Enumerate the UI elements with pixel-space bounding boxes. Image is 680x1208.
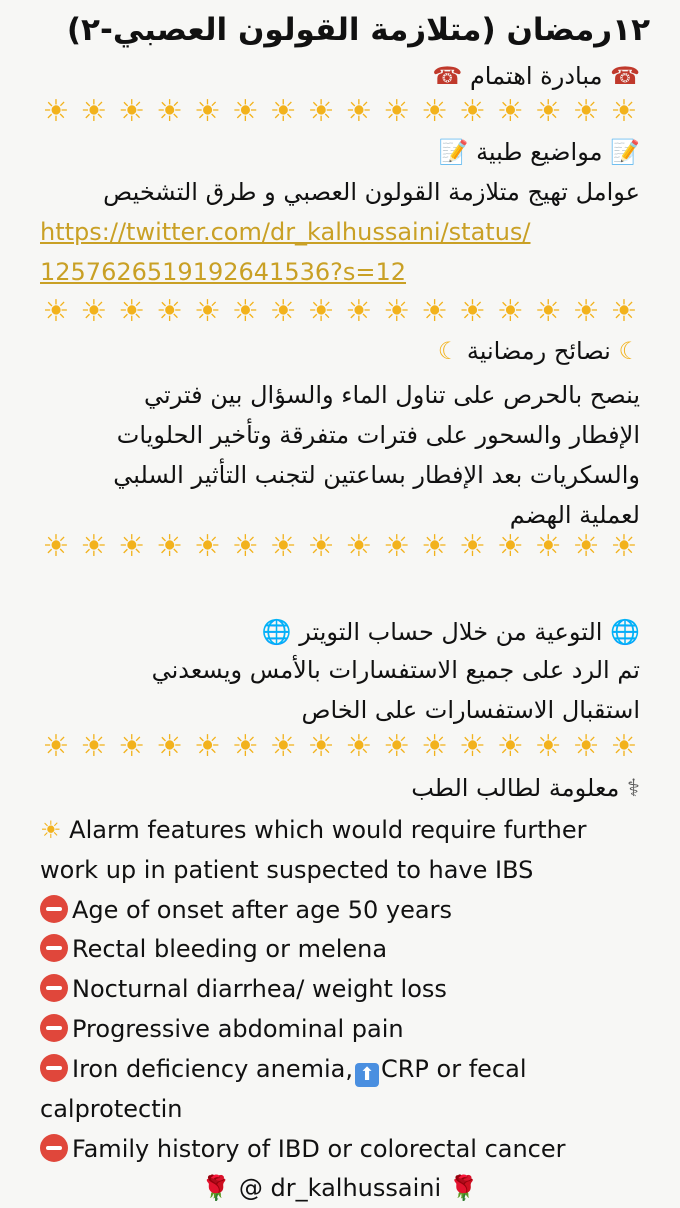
sun-divider [40,293,640,331]
sun-icon: ☀ [459,294,486,329]
sun-icon: ☀ [572,729,600,764]
sun-icon: ☀ [80,729,108,764]
sun-icon: ☀ [421,94,449,129]
memo-icon: 📝 [438,138,469,166]
ramadan-tips-heading [40,331,640,371]
sun-icon: ☀ [610,94,638,129]
rose-icon: 🌹 [448,1174,479,1202]
medical-topics-heading [40,132,640,172]
sun-icon: ☀ [193,294,221,329]
sun-icon: ☀ [610,294,638,329]
sun-icon: ☀ [118,529,146,564]
sun-icon: ☀ [421,729,449,764]
crescent-moon-icon: ☾ [618,337,640,365]
no-entry-icon [40,1134,68,1162]
alarm-item-text: Nocturnal diarrhea/ weight loss [72,975,447,1003]
globe-icon: 🌐 [261,618,292,646]
no-entry-icon [40,1054,68,1082]
crescent-moon-icon: ☾ [437,337,460,365]
sun-icon: ☀ [80,529,108,564]
sun-icon: ☀ [156,294,184,329]
sun-icon: ☀ [42,94,70,129]
ramadan-tips-line: الإفطار والسحور على فترات متفرقة وتأخير الحلويات [116,421,640,449]
sun-divider [40,728,640,766]
sun-icon: ☀ [42,294,70,329]
medical-topics-text: عوامل تهيج متلازمة القولون العصبي و طرق التشخيص [103,178,640,206]
alarm-item-text: CRP or fecal [381,1055,527,1083]
sun-icon: ☀ [269,94,297,129]
sun-icon: ☀ [421,529,449,564]
sun-icon: ☀ [118,294,146,329]
sun-icon: ☀ [80,294,108,329]
sun-icon: ☀ [572,529,600,564]
signature [40,1168,640,1208]
sun-icon: ☀ [383,729,411,764]
sun-icon: ☀ [42,729,70,764]
sun-icon: ☀ [345,294,373,329]
sun-icon: ☀ [156,94,184,129]
tweet-link[interactable] [40,212,640,252]
sun-icon: ☀ [345,529,373,564]
sun-icon: ☀ [231,94,259,129]
sun-icon: ☀ [231,529,259,564]
alarm-intro [40,810,640,850]
sun-icon: ☀ [156,729,184,764]
sun-icon: ☀ [534,729,562,764]
sun-icon: ☀ [307,729,335,764]
sun-icon: ☀ [193,729,221,764]
sun-icon: ☀ [269,529,297,564]
sun-icon: ☀ [459,94,486,129]
sun-icon: ☀ [269,729,297,764]
awareness-label: التوعية من خلال حساب التويتر [299,618,603,646]
alarm-item [40,1129,640,1169]
sun-icon: ☀ [383,294,411,329]
sun-icon: ☀ [193,529,221,564]
no-entry-icon [40,895,68,923]
signature-handle: @ dr_kalhussaini [238,1174,442,1202]
sun-icon: ☀ [40,816,62,844]
sun-icon: ☀ [610,729,638,764]
sun-divider [40,528,640,566]
sun-icon: ☀ [118,729,146,764]
initiative-heading [40,56,640,96]
sun-icon: ☀ [496,529,524,564]
sun-icon: ☀ [307,294,335,329]
sun-icon: ☀ [118,94,146,129]
sun-icon: ☀ [80,94,108,129]
alarm-item-text: Family history of IBD or colorectal cancer [72,1135,566,1163]
stethoscope-icon: ⚕ [627,774,640,802]
awareness-heading [40,612,640,652]
sun-icon: ☀ [345,729,373,764]
memo-icon: 📝 [610,138,640,166]
alarm-item-cont: calprotectin [40,1095,183,1123]
sun-icon: ☀ [42,529,70,564]
no-entry-icon [40,934,68,962]
telephone-icon: ☎ [432,62,463,90]
alarm-item-text: Progressive abdominal pain [72,1015,404,1043]
alarm-intro-line2: work up in patient suspected to have IBS [40,856,534,884]
no-entry-icon [40,974,68,1002]
sun-icon: ☀ [610,529,638,564]
alarm-intro-line1: Alarm features which would require further [69,816,587,844]
alarm-item-text: Rectal bleeding or melena [72,935,388,963]
ramadan-tips-line: ينصح بالحرص على تناول الماء والسؤال بين فترتي [144,381,640,409]
student-info-label: معلومة لطالب الطب [411,774,620,802]
up-arrow-icon: ⬆ [355,1063,379,1087]
sun-icon: ☀ [534,529,562,564]
sun-icon: ☀ [459,729,486,764]
alarm-item [40,890,640,930]
alarm-item [40,1009,640,1049]
sun-icon: ☀ [383,529,411,564]
sun-icon: ☀ [421,294,449,329]
awareness-line: تم الرد على جميع الاستفسارات بالأمس ويسعدني [151,656,640,684]
ramadan-tips-line: والسكريات بعد الإفطار بساعتين لتجنب التأثير السلبي [113,461,640,489]
alarm-item-text: Age of onset after age 50 years [72,896,452,924]
ramadan-tips-label: نصائح رمضانية [466,337,611,365]
sun-icon: ☀ [307,529,335,564]
ramadan-tips-line: لعملية الهضم [509,501,640,529]
tweet-link-line1[interactable]: https://twitter.com/dr_kalhussaini/status/ [40,218,531,246]
student-info-heading [40,768,640,808]
sun-icon: ☀ [572,294,600,329]
telephone-icon: ☎ [610,62,640,90]
medical-topics-label: مواضيع طبية [476,138,603,166]
sun-divider [40,93,640,131]
initiative-label: مبادرة اهتمام [469,62,603,90]
alarm-item [40,929,640,969]
no-entry-icon [40,1014,68,1042]
tweet-link-cont[interactable] [40,252,640,292]
sun-icon: ☀ [496,94,524,129]
globe-icon: 🌐 [610,618,640,646]
sun-icon: ☀ [231,294,259,329]
page-title: ١٢رمضان (متلازمة القولون العصبي-٢) [66,12,650,48]
sun-icon: ☀ [269,294,297,329]
sun-icon: ☀ [496,294,524,329]
sun-icon: ☀ [345,94,373,129]
sun-icon: ☀ [534,294,562,329]
rose-icon: 🌹 [201,1174,232,1202]
sun-icon: ☀ [572,94,600,129]
awareness-line: استقبال الاستفسارات على الخاص [301,696,640,724]
sun-icon: ☀ [193,94,221,129]
tweet-link-line2[interactable]: 1257626519192641536?s=12 [40,258,407,286]
sun-icon: ☀ [307,94,335,129]
sun-icon: ☀ [459,529,486,564]
alarm-item-text: Iron deficiency anemia, [72,1055,353,1083]
alarm-item [40,1049,640,1089]
sun-icon: ☀ [231,729,259,764]
sun-icon: ☀ [534,94,562,129]
sun-icon: ☀ [383,94,411,129]
alarm-item [40,969,640,1009]
sun-icon: ☀ [156,529,184,564]
sun-icon: ☀ [496,729,524,764]
